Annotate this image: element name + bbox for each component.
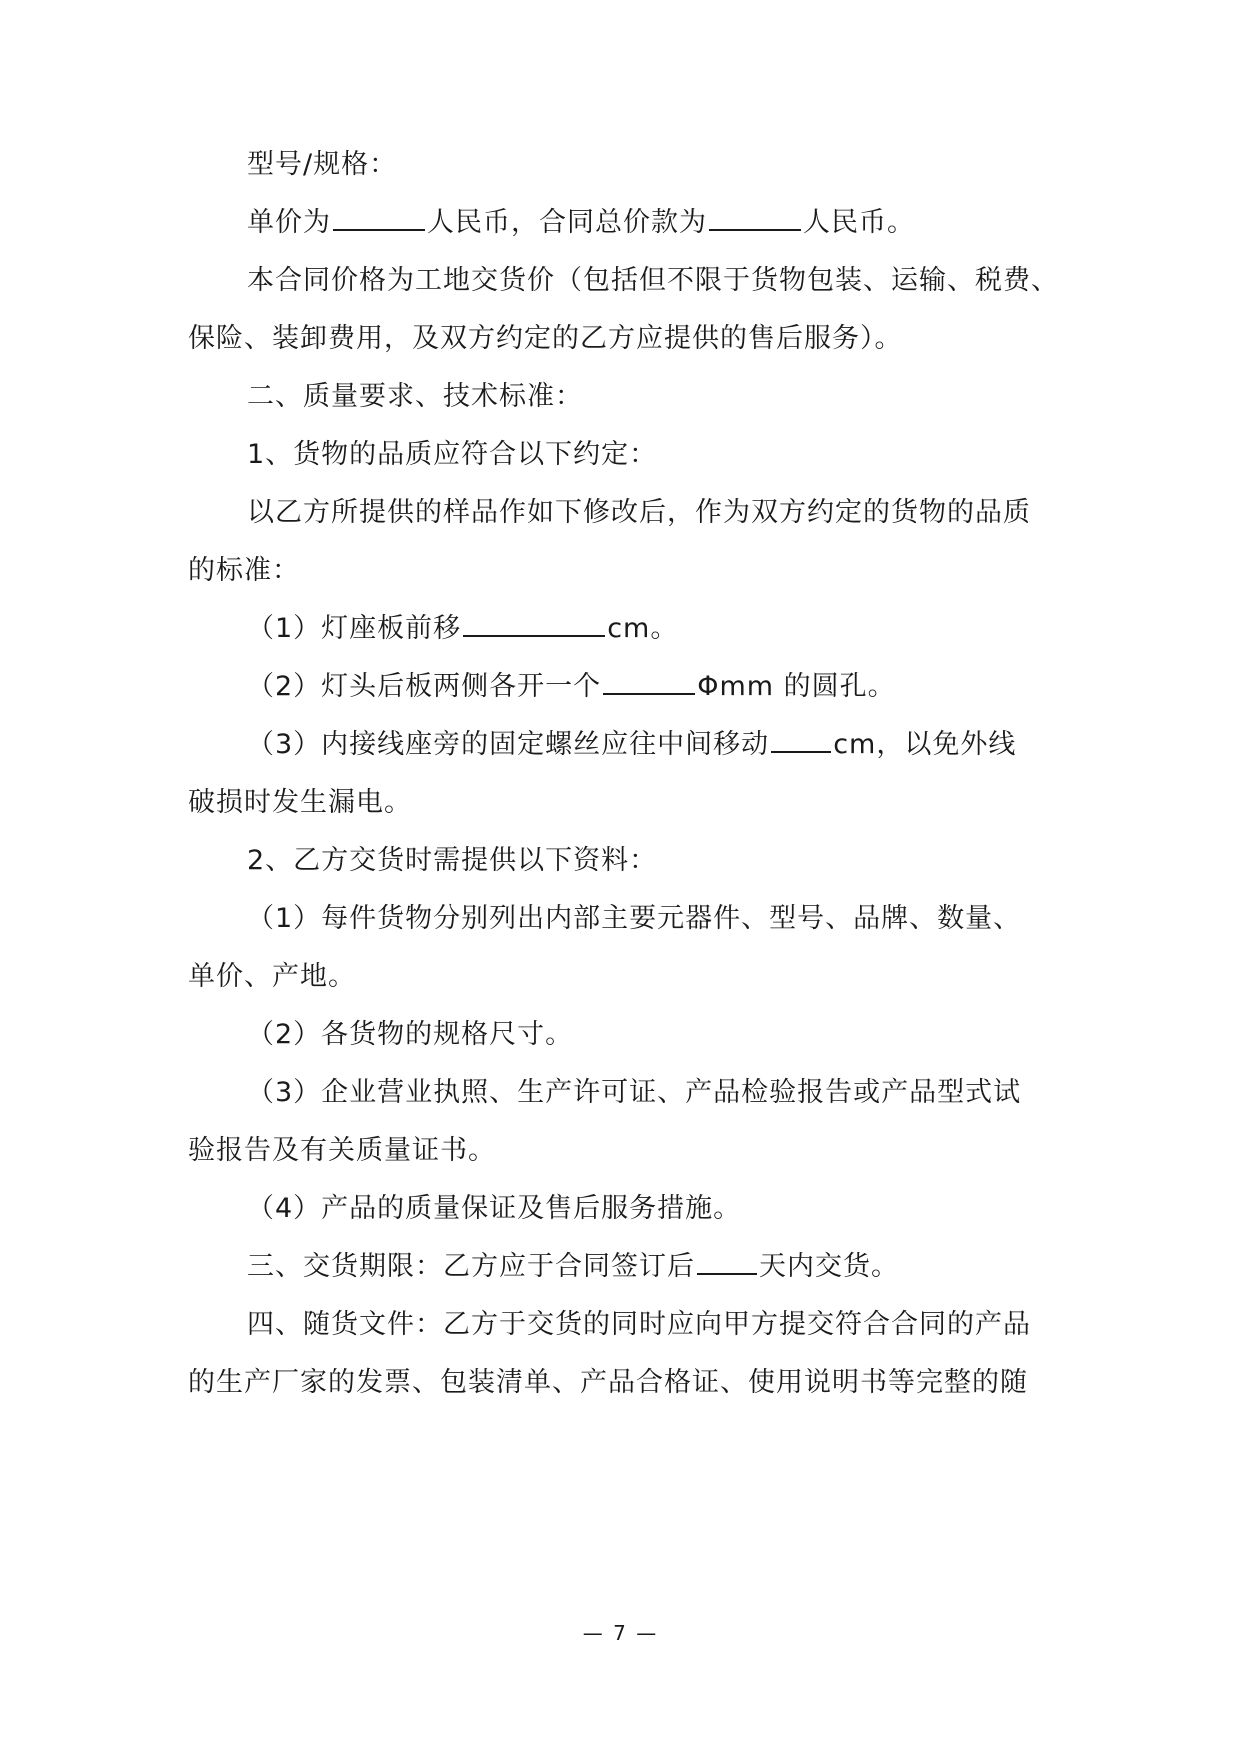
price-text-3: 人民币。 [803, 207, 915, 238]
modification-1-text-2: cm。 [607, 613, 679, 644]
document-req-1-text-1: （1）每件货物分别列出内部主要元器件、型号、品牌、数量、 [247, 903, 1022, 934]
section3-text-2: 天内交货。 [759, 1251, 899, 1282]
shift-distance-blank [463, 609, 605, 637]
section3-delivery [247, 1247, 899, 1287]
item1-body-line-2 [188, 551, 300, 591]
modification-2-text-1: （2）灯头后板两侧各开一个 [247, 671, 602, 702]
item2-title-text: 2、乙方交货时需提供以下资料： [247, 845, 658, 876]
modification-3-text-2: cm，以免外线 [833, 729, 1017, 760]
section4-line-1 [247, 1305, 1031, 1345]
section3-text-1: 三、交货期限：乙方应于合同签订后 [247, 1251, 695, 1282]
document-req-3-text-1: （3）企业营业执照、生产许可证、产品检验报告或产品型式试 [247, 1077, 1022, 1108]
modification-3-text-3: 破损时发生漏电。 [188, 787, 412, 818]
price-terms-line-1 [247, 261, 1059, 301]
section2-title [247, 377, 583, 417]
document-req-2 [247, 1015, 573, 1055]
price-terms-text-1: 本合同价格为工地交货价（包括但不限于货物包装、运输、税费、 [247, 265, 1059, 296]
price-text-1: 单价为 [247, 207, 331, 238]
modification-1 [247, 609, 678, 649]
item1-title [247, 435, 657, 475]
document-req-4 [247, 1189, 741, 1229]
screw-move-blank [771, 725, 831, 753]
modification-2 [247, 667, 896, 707]
document-req-4-text: （4）产品的质量保证及售后服务措施。 [247, 1193, 742, 1224]
model-spec-line [247, 145, 397, 185]
document-req-2-text: （2）各货物的规格尺寸。 [247, 1019, 574, 1050]
price-terms-text-2: 保险、装卸费用，及双方约定的乙方应提供的售后服务）。 [188, 323, 903, 354]
item1-body-text-2: 的标准： [188, 555, 300, 586]
item1-body-text-1: 以乙方所提供的样品作如下修改后，作为双方约定的货物的品质 [247, 497, 1031, 528]
price-terms-line-2 [188, 319, 903, 359]
modification-1-text-1: （1）灯座板前移 [247, 613, 462, 644]
unit-price-blank [333, 203, 425, 231]
price-line [247, 203, 915, 243]
document-req-1-text-2: 单价、产地。 [188, 961, 356, 992]
section4-line-2 [188, 1363, 1028, 1403]
section2-title-text: 二、质量要求、技术标准： [247, 381, 583, 412]
modification-2-text-2: Φmm 的圆孔。 [697, 671, 896, 702]
hole-diameter-blank [603, 667, 695, 695]
modification-3-line-2 [188, 783, 412, 823]
section4-text-2: 的生产厂家的发票、包装清单、产品合格证、使用说明书等完整的随 [188, 1367, 1028, 1398]
item2-title [247, 841, 657, 881]
document-req-3-line-1 [247, 1073, 1021, 1113]
delivery-days-blank [697, 1247, 757, 1275]
section4-text-1: 四、随货文件：乙方于交货的同时应向甲方提交符合合同的产品 [247, 1309, 1031, 1340]
document-req-3-text-2: 验报告及有关质量证书。 [188, 1135, 496, 1166]
document-req-3-line-2 [188, 1131, 496, 1171]
total-price-blank [709, 203, 801, 231]
modification-3-line-1 [247, 725, 1016, 765]
model-spec-text: 型号/规格： [247, 149, 398, 180]
document-req-1-line-2 [188, 957, 356, 997]
document-req-1-line-1 [247, 899, 1021, 939]
item1-body-line-1 [247, 493, 1031, 533]
item1-title-text: 1、货物的品质应符合以下约定： [247, 439, 658, 470]
price-text-2: 人民币，合同总价款为 [427, 207, 707, 238]
modification-3-text-1: （3）内接线座旁的固定螺丝应往中间移动 [247, 729, 770, 760]
page-number: — 7 — [582, 1621, 659, 1645]
